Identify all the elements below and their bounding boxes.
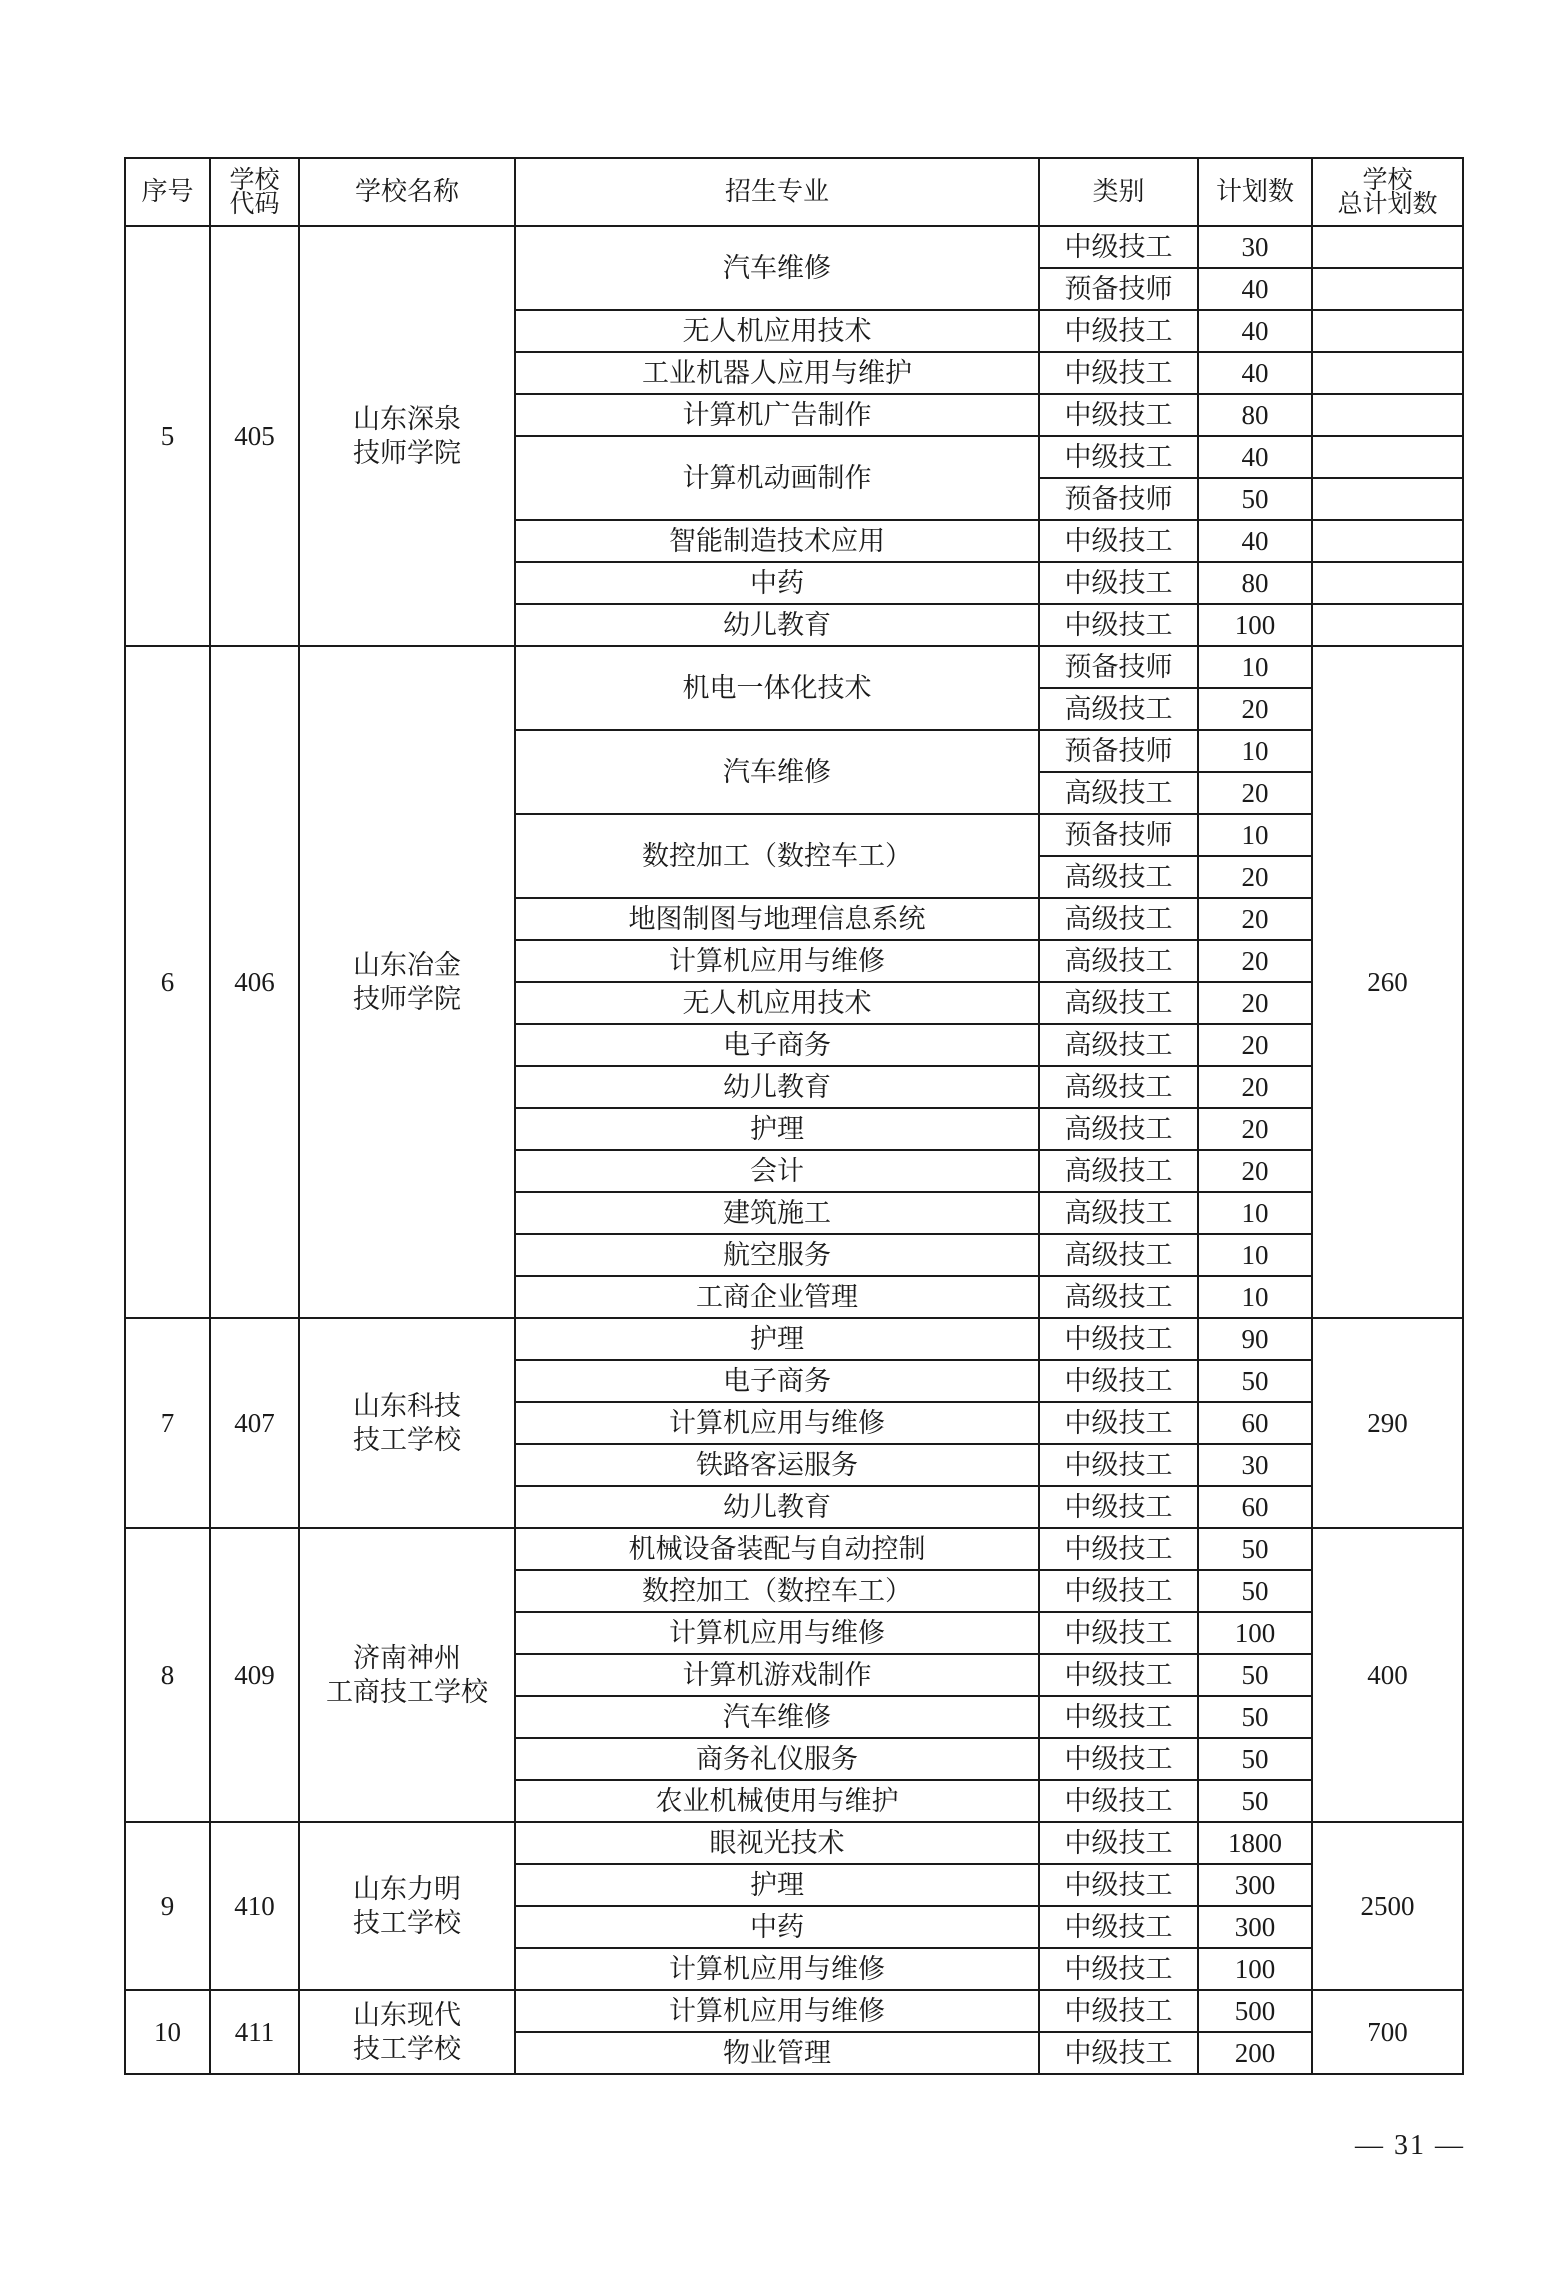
school-name-line1: 山东现代	[353, 2000, 461, 2030]
school-total-cell	[1312, 478, 1463, 520]
plan-cell: 80	[1198, 562, 1312, 604]
category-cell: 高级技工	[1039, 982, 1198, 1024]
table-row	[125, 1822, 1463, 1864]
school-total-cell: 290	[1312, 1318, 1463, 1528]
major-cell: 航空服务	[515, 1234, 1039, 1276]
major-cell: 电子商务	[515, 1360, 1039, 1402]
table-row	[125, 1318, 1463, 1360]
plan-cell: 40	[1198, 436, 1312, 478]
plan-cell: 20	[1198, 1066, 1312, 1108]
table-header	[125, 158, 1463, 226]
plan-cell: 40	[1198, 352, 1312, 394]
major-cell: 汽车维修	[515, 226, 1039, 310]
plan-cell: 40	[1198, 520, 1312, 562]
school-name-line1: 山东深泉	[353, 404, 461, 434]
school-total-cell	[1312, 310, 1463, 352]
plan-cell: 20	[1198, 1108, 1312, 1150]
school-total-cell: 700	[1312, 1990, 1463, 2074]
plan-cell: 80	[1198, 394, 1312, 436]
school-name-line2: 工商技工学校	[326, 1677, 488, 1707]
major-cell: 护理	[515, 1108, 1039, 1150]
plan-cell: 20	[1198, 982, 1312, 1024]
category-cell: 中级技工	[1039, 1948, 1198, 1990]
school-seq: 6	[125, 646, 210, 1318]
plan-cell: 300	[1198, 1864, 1312, 1906]
major-cell: 数控加工（数控车工）	[515, 1570, 1039, 1612]
category-cell: 预备技师	[1039, 730, 1198, 772]
header-row	[125, 158, 1463, 226]
plan-cell: 20	[1198, 1150, 1312, 1192]
plan-cell: 10	[1198, 1192, 1312, 1234]
header-school-total-line2: 总计划数	[1337, 189, 1438, 218]
header-category: 类别	[1039, 158, 1198, 226]
plan-cell: 1800	[1198, 1822, 1312, 1864]
plan-cell: 50	[1198, 1570, 1312, 1612]
category-cell: 中级技工	[1039, 436, 1198, 478]
school-total-cell: 400	[1312, 1528, 1463, 1822]
category-cell: 高级技工	[1039, 940, 1198, 982]
category-cell: 高级技工	[1039, 856, 1198, 898]
school-name-line1: 山东冶金	[353, 950, 461, 980]
school-name	[299, 1528, 515, 1822]
major-cell: 工商企业管理	[515, 1276, 1039, 1318]
header-seq: 序号	[125, 158, 210, 226]
plan-cell: 60	[1198, 1402, 1312, 1444]
school-name	[299, 646, 515, 1318]
major-cell: 计算机应用与维修	[515, 1612, 1039, 1654]
category-cell: 高级技工	[1039, 688, 1198, 730]
plan-cell: 20	[1198, 856, 1312, 898]
major-cell: 农业机械使用与维护	[515, 1780, 1039, 1822]
plan-cell: 50	[1198, 1360, 1312, 1402]
school-total-cell	[1312, 268, 1463, 310]
table-row	[125, 1990, 1463, 2032]
major-cell: 地图制图与地理信息系统	[515, 898, 1039, 940]
category-cell: 高级技工	[1039, 1024, 1198, 1066]
major-cell: 建筑施工	[515, 1192, 1039, 1234]
major-cell: 计算机广告制作	[515, 394, 1039, 436]
table-row	[125, 646, 1463, 688]
plan-cell: 40	[1198, 310, 1312, 352]
header-school-total-line1: 学校	[1362, 165, 1413, 194]
major-cell: 汽车维修	[515, 1696, 1039, 1738]
school-seq: 7	[125, 1318, 210, 1528]
school-total-cell	[1312, 562, 1463, 604]
school-code: 407	[210, 1318, 299, 1528]
major-cell: 眼视光技术	[515, 1822, 1039, 1864]
category-cell: 预备技师	[1039, 646, 1198, 688]
plan-cell: 10	[1198, 814, 1312, 856]
major-cell: 护理	[515, 1864, 1039, 1906]
header-school-code	[210, 158, 299, 226]
school-total-cell	[1312, 604, 1463, 646]
school-name-line1: 山东科技	[353, 1391, 461, 1421]
school-name-line2: 技工学校	[353, 1908, 461, 1938]
major-cell: 幼儿教育	[515, 1066, 1039, 1108]
school-code: 410	[210, 1822, 299, 1990]
category-cell: 中级技工	[1039, 1822, 1198, 1864]
category-cell: 预备技师	[1039, 478, 1198, 520]
school-name	[299, 1822, 515, 1990]
major-cell: 智能制造技术应用	[515, 520, 1039, 562]
major-cell: 物业管理	[515, 2032, 1039, 2074]
category-cell: 中级技工	[1039, 1612, 1198, 1654]
major-cell: 计算机应用与维修	[515, 1402, 1039, 1444]
plan-cell: 50	[1198, 1528, 1312, 1570]
category-cell: 高级技工	[1039, 1108, 1198, 1150]
header-major: 招生专业	[515, 158, 1039, 226]
category-cell: 高级技工	[1039, 1234, 1198, 1276]
category-cell: 中级技工	[1039, 1864, 1198, 1906]
school-name-line2: 技工学校	[353, 2034, 461, 2064]
school-code: 405	[210, 226, 299, 646]
category-cell: 中级技工	[1039, 352, 1198, 394]
school-total-cell	[1312, 520, 1463, 562]
school-name-line2: 技工学校	[353, 1425, 461, 1455]
category-cell: 中级技工	[1039, 226, 1198, 268]
category-cell: 中级技工	[1039, 1528, 1198, 1570]
major-cell: 幼儿教育	[515, 1486, 1039, 1528]
category-cell: 预备技师	[1039, 268, 1198, 310]
table-row	[125, 226, 1463, 268]
major-cell: 计算机应用与维修	[515, 1948, 1039, 1990]
category-cell: 高级技工	[1039, 1150, 1198, 1192]
category-cell: 高级技工	[1039, 1192, 1198, 1234]
category-cell: 中级技工	[1039, 2032, 1198, 2074]
category-cell: 中级技工	[1039, 1402, 1198, 1444]
school-name-line1: 山东力明	[353, 1874, 461, 1904]
plan-cell: 50	[1198, 1696, 1312, 1738]
school-seq: 8	[125, 1528, 210, 1822]
plan-cell: 20	[1198, 772, 1312, 814]
school-code: 409	[210, 1528, 299, 1822]
enrollment-plan-table	[124, 157, 1464, 2075]
school-code: 406	[210, 646, 299, 1318]
school-name	[299, 1990, 515, 2074]
major-cell: 无人机应用技术	[515, 982, 1039, 1024]
major-cell: 中药	[515, 562, 1039, 604]
plan-cell: 40	[1198, 268, 1312, 310]
header-plan: 计划数	[1198, 158, 1312, 226]
school-total-cell: 2500	[1312, 1822, 1463, 1990]
category-cell: 中级技工	[1039, 562, 1198, 604]
category-cell: 中级技工	[1039, 1738, 1198, 1780]
header-school-code-line1: 学校	[229, 165, 280, 194]
major-cell: 电子商务	[515, 1024, 1039, 1066]
category-cell: 中级技工	[1039, 1318, 1198, 1360]
plan-cell: 20	[1198, 940, 1312, 982]
major-cell: 机械设备装配与自动控制	[515, 1528, 1039, 1570]
plan-cell: 30	[1198, 1444, 1312, 1486]
school-name-line2: 技师学院	[353, 984, 461, 1014]
plan-cell: 10	[1198, 646, 1312, 688]
major-cell: 汽车维修	[515, 730, 1039, 814]
plan-cell: 20	[1198, 898, 1312, 940]
header-school-name: 学校名称	[299, 158, 515, 226]
category-cell: 中级技工	[1039, 520, 1198, 562]
page-number: — 31 —	[1355, 2130, 1465, 2161]
major-cell: 计算机应用与维修	[515, 940, 1039, 982]
school-total-cell	[1312, 352, 1463, 394]
school-total-cell	[1312, 436, 1463, 478]
plan-cell: 60	[1198, 1486, 1312, 1528]
category-cell: 高级技工	[1039, 898, 1198, 940]
category-cell: 高级技工	[1039, 772, 1198, 814]
major-cell: 幼儿教育	[515, 604, 1039, 646]
school-name-line2: 技师学院	[353, 438, 461, 468]
plan-cell: 100	[1198, 604, 1312, 646]
category-cell: 中级技工	[1039, 310, 1198, 352]
plan-cell: 10	[1198, 1234, 1312, 1276]
category-cell: 中级技工	[1039, 1444, 1198, 1486]
major-cell: 机电一体化技术	[515, 646, 1039, 730]
school-name-line1: 济南神州	[353, 1643, 461, 1673]
category-cell: 中级技工	[1039, 604, 1198, 646]
major-cell: 数控加工（数控车工）	[515, 814, 1039, 898]
major-cell: 会计	[515, 1150, 1039, 1192]
major-cell: 计算机游戏制作	[515, 1654, 1039, 1696]
table-row	[125, 1528, 1463, 1570]
category-cell: 中级技工	[1039, 1570, 1198, 1612]
plan-cell: 30	[1198, 226, 1312, 268]
plan-cell: 200	[1198, 2032, 1312, 2074]
major-cell: 商务礼仪服务	[515, 1738, 1039, 1780]
school-total-cell	[1312, 394, 1463, 436]
category-cell: 中级技工	[1039, 1906, 1198, 1948]
plan-cell: 10	[1198, 730, 1312, 772]
category-cell: 预备技师	[1039, 814, 1198, 856]
school-code: 411	[210, 1990, 299, 2074]
school-total-cell	[1312, 226, 1463, 268]
school-seq: 9	[125, 1822, 210, 1990]
school-seq: 10	[125, 1990, 210, 2074]
plan-cell: 20	[1198, 688, 1312, 730]
plan-cell: 300	[1198, 1906, 1312, 1948]
major-cell: 计算机应用与维修	[515, 1990, 1039, 2032]
header-school-code-line2: 代码	[229, 189, 280, 218]
plan-cell: 50	[1198, 1654, 1312, 1696]
category-cell: 中级技工	[1039, 1486, 1198, 1528]
plan-cell: 10	[1198, 1276, 1312, 1318]
school-total-cell: 260	[1312, 646, 1463, 1318]
category-cell: 中级技工	[1039, 1696, 1198, 1738]
plan-cell: 500	[1198, 1990, 1312, 2032]
school-name	[299, 1318, 515, 1528]
category-cell: 中级技工	[1039, 1654, 1198, 1696]
plan-cell: 20	[1198, 1024, 1312, 1066]
table-body	[125, 226, 1463, 2074]
major-cell: 铁路客运服务	[515, 1444, 1039, 1486]
major-cell: 计算机动画制作	[515, 436, 1039, 520]
category-cell: 中级技工	[1039, 1990, 1198, 2032]
category-cell: 中级技工	[1039, 1360, 1198, 1402]
plan-cell: 50	[1198, 478, 1312, 520]
plan-cell: 90	[1198, 1318, 1312, 1360]
major-cell: 工业机器人应用与维护	[515, 352, 1039, 394]
school-seq: 5	[125, 226, 210, 646]
header-school-total	[1312, 158, 1463, 226]
category-cell: 中级技工	[1039, 1780, 1198, 1822]
major-cell: 护理	[515, 1318, 1039, 1360]
category-cell: 高级技工	[1039, 1276, 1198, 1318]
plan-cell: 50	[1198, 1738, 1312, 1780]
school-name	[299, 226, 515, 646]
plan-cell: 100	[1198, 1948, 1312, 1990]
major-cell: 中药	[515, 1906, 1039, 1948]
plan-cell: 50	[1198, 1780, 1312, 1822]
major-cell: 无人机应用技术	[515, 310, 1039, 352]
category-cell: 高级技工	[1039, 1066, 1198, 1108]
plan-cell: 100	[1198, 1612, 1312, 1654]
category-cell: 中级技工	[1039, 394, 1198, 436]
